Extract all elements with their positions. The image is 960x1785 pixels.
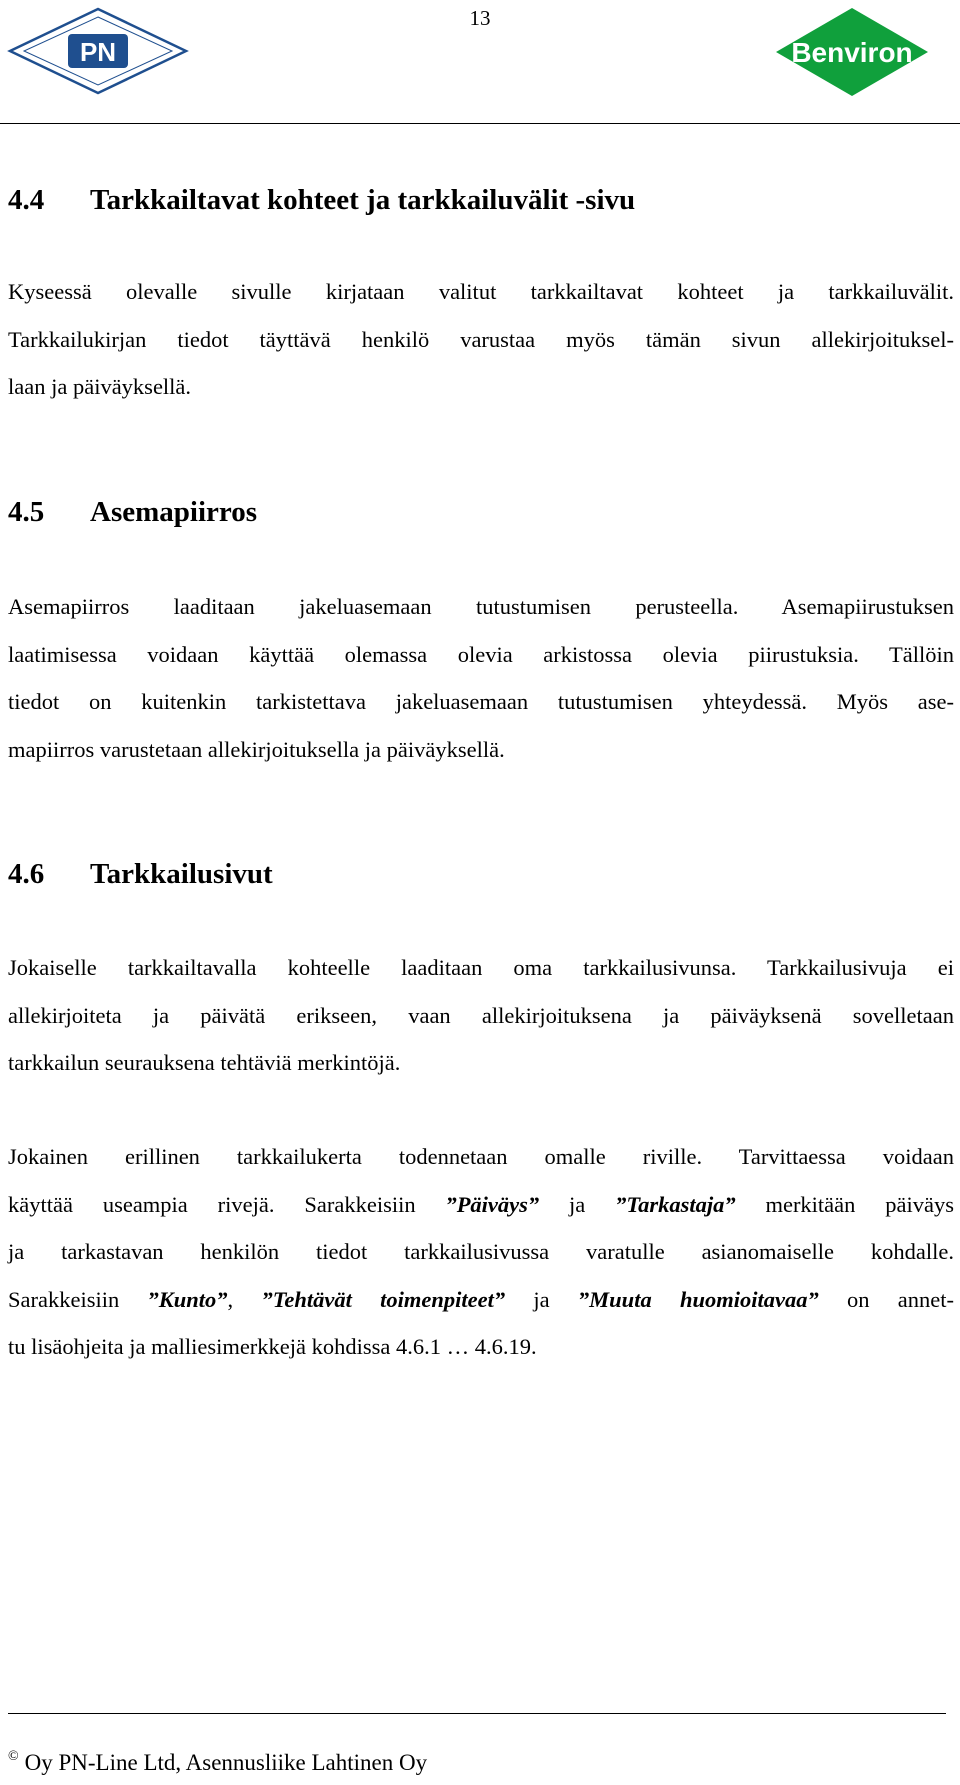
column-name-tehtavat-toimenpiteet: ”Tehtävät toimenpiteet” <box>261 1286 506 1312</box>
footer-text: Oy PN-Line Ltd, Asennusliike Lahtinen Oy <box>24 1750 428 1775</box>
benviron-logo <box>772 4 932 100</box>
section-title: Tarkkailusivut <box>90 858 273 890</box>
footer-copyright <box>8 1749 427 1776</box>
section-title: Tarkkailtavat kohteet ja tarkkailuvälit -sivu <box>90 184 636 216</box>
section-number: 4.5 <box>8 496 45 528</box>
column-name-tarkastaja: ”Tarkastaja” <box>615 1191 736 1217</box>
copyright-symbol: © <box>8 1749 19 1764</box>
text-line: Asemapiirros laaditaan jakeluasemaan tutustumisen perusteella. Asemapiirustuksen <box>8 594 954 619</box>
footer-divider <box>8 1713 946 1714</box>
text-line: Tarkkailukirjan tiedot täyttävä henkilö varustaa myös tämän sivun allekirjoituksel- <box>8 326 954 352</box>
text-line: allekirjoiteta ja päivätä erikseen, vaan allekirjoituksena ja päiväyksenä sovelletaan <box>8 1002 954 1028</box>
section-heading-4-4 <box>8 182 635 218</box>
column-name-paivays: ”Päiväys” <box>445 1191 540 1217</box>
text-line: tiedot on kuitenkin tarkistettava jakeluasemaan tutustumisen yhteydessä. Myös ase- <box>8 689 954 714</box>
text-line: Jokainen erillinen tarkkailukerta todennetaan omalle riville. Tarvittaessa voidaan <box>8 1144 954 1169</box>
column-name-kunto: ”Kunto” <box>147 1286 228 1312</box>
header-divider <box>0 123 960 124</box>
section-4-6-paragraph-1 <box>8 944 954 1087</box>
text-line: tarkkailun seurauksena tehtäviä merkintöjä. <box>8 1050 401 1075</box>
section-4-4-paragraph <box>8 268 954 411</box>
benviron-logo-text: Benviron <box>791 37 913 68</box>
text-line: tu lisäohjeita ja malliesimerkkejä kohdissa 4.6.1 … 4.6.19. <box>8 1334 537 1359</box>
section-number: 4.4 <box>8 184 45 216</box>
text-line: ja tarkastavan henkilön tiedot tarkkailusivussa varatulle asianomaiselle kohdalle. <box>8 1239 954 1264</box>
text-line: laan ja päiväyksellä. <box>8 374 192 399</box>
text-line: Sarakkeisiin ”Kunto”, ”Tehtävät toimenpiteet” ja ”Muuta huomioitavaa” on annet- <box>8 1286 954 1312</box>
section-heading-4-5 <box>8 494 257 530</box>
column-name-muuta-huomioitavaa: ”Muuta huomioitavaa” <box>577 1286 819 1312</box>
text-line: laatimisessa voidaan käyttää olemassa olevia arkistossa olevia piirustuksia. Tällöin <box>8 641 954 667</box>
text-line: Jokaiselle tarkkailtavalla kohteelle laaditaan oma tarkkailusivunsa. Tarkkailusivuja ei <box>8 955 954 980</box>
page-number: 13 <box>469 6 491 30</box>
section-title: Asemapiirros <box>90 496 258 528</box>
text-line: Kyseessä olevalle sivulle kirjataan valitut tarkkailtavat kohteet ja tarkkailuvälit. <box>8 279 954 304</box>
section-number: 4.6 <box>8 858 45 890</box>
section-heading-4-6 <box>8 856 273 892</box>
pn-logo-text: PN <box>79 37 117 67</box>
section-4-5-paragraph <box>8 583 954 773</box>
text-line: mapiirros varustetaan allekirjoituksella ja päiväyksellä. <box>8 736 505 762</box>
section-4-6-paragraph-2 <box>8 1133 954 1371</box>
text-line: käyttää useampia rivejä. Sarakkeisiin ”Päiväys” ja ”Tarkastaja” merkitään päiväys <box>8 1191 954 1217</box>
